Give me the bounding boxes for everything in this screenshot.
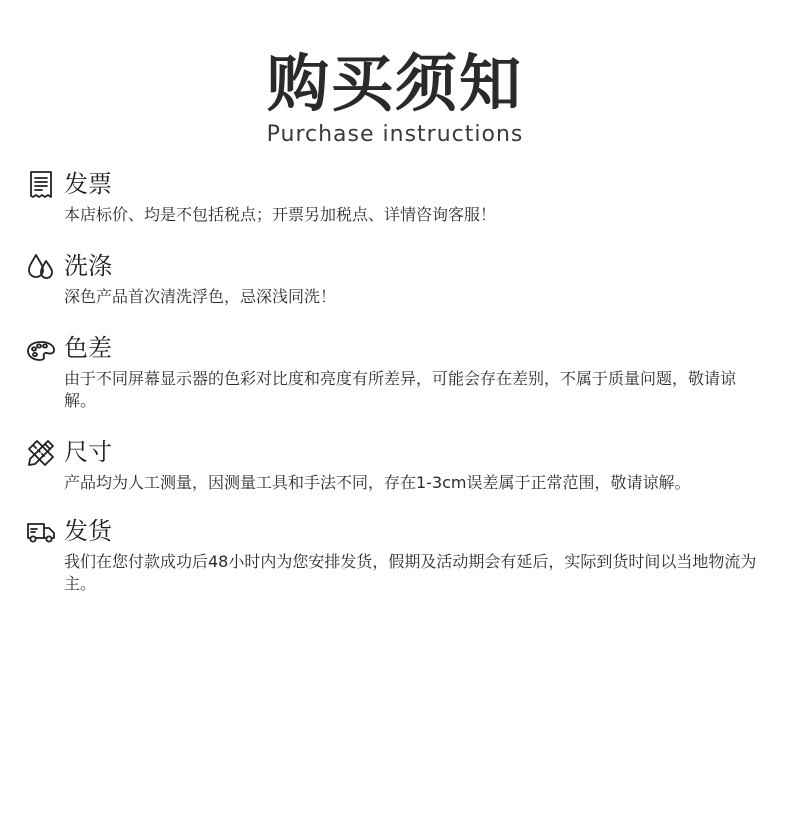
section-text: 深色产品首次清洗浮色，忌深浅同洗！ [64, 287, 337, 306]
ruler-pencil-icon [26, 438, 56, 468]
section-text: 产品均为人工测量，因测量工具和手法不同，存在1-3cm误差属于正常范围，敬请谅解。 [64, 473, 691, 492]
section-title: 洗涤 [64, 252, 112, 280]
section-title: 尺寸 [64, 438, 112, 466]
receipt-icon [26, 170, 56, 200]
palette-icon [26, 334, 56, 364]
delivery-truck-icon [26, 517, 56, 547]
section-title: 发货 [64, 517, 112, 545]
page-subtitle: Purchase instructions [266, 122, 524, 147]
section-title: 发票 [64, 170, 112, 198]
section-title: 色差 [64, 334, 112, 362]
section-text: 本店标价、均是不包括税点；开票另加税点、详情咨询客服！ [64, 205, 497, 224]
water-drops-icon [26, 252, 56, 282]
section-text: 我们在您付款成功后48小时内为您安排发货，假期及活动期会有延后，实际到货时间以当地物流为主。 [64, 552, 757, 593]
section-text: 由于不同屏幕显示器的色彩对比度和亮度有所差异，可能会存在差别，不属于质量问题，敬请谅解。 [64, 369, 737, 410]
page-title: 购买须知 [266, 47, 523, 120]
